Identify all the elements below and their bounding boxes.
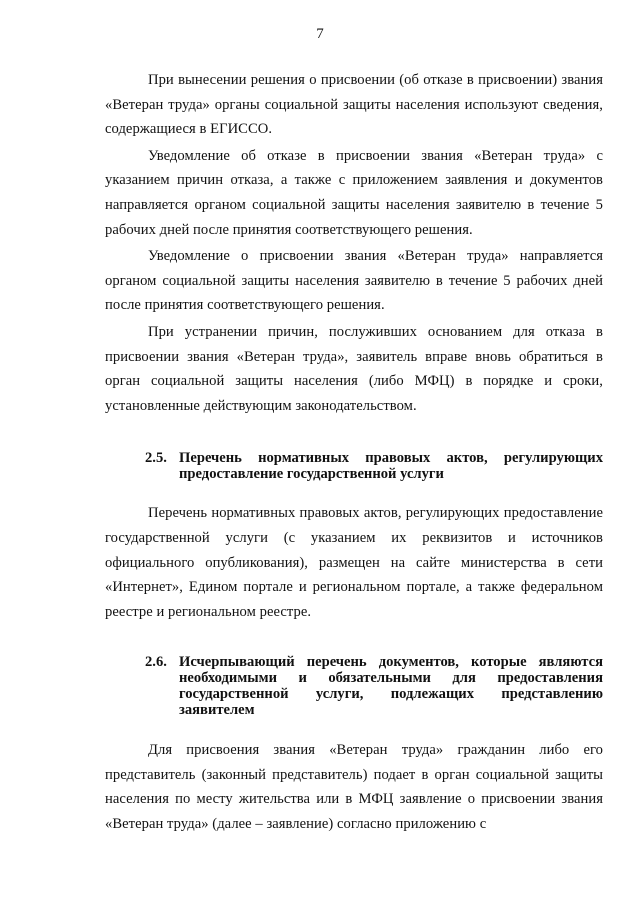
paragraph-legal-acts: Перечень нормативных правовых актов, регулирующих предоставление государственной услуги (с указанием их реквизитов и источников официального опубликования), размещен на сайте министерства в сети «Интернет», Едином портале и региональном портале, а также федеральном реестре и региональном реестре.	[105, 505, 603, 620]
paragraph-egisso: При вынесении решения о присвоении (об отказе в присвоении) звания «Ветеран труда» органы социальной защиты населения используют сведения, содержащиеся в ЕГИССО.	[105, 72, 603, 138]
page-content	[105, 68, 603, 837]
section-number: 2.5.	[145, 450, 167, 467]
paragraph-reapply: При устранении причин, послуживших основанием для отказа в присвоении звания «Ветеран труда», заявитель вправе вновь обратиться в орган социальной защиты населения (либо МФЦ) в порядке и сроки, установленные действующим законодательством.	[105, 323, 603, 414]
page-number: 7	[316, 26, 324, 42]
section-heading-2-5	[145, 450, 603, 482]
paragraph-award-notice: Уведомление о присвоении звания «Ветеран труда» направляется органом социальной защиты населения заявителю в течение 5 рабочих дней после принятия соответствующего решения.	[105, 248, 603, 314]
section-title: Перечень нормативных правовых актов, регулирующих предоставление государственной услуги	[179, 450, 603, 483]
paragraph-documents-list: Для присвоения звания «Ветеран труда» гражданин либо его представитель (законный представитель) подает в орган социальной защиты населения по месту жительства или в МФЦ заявление о присвоении звания «Ветеран труда» (далее – заявление) согласно приложению с	[105, 742, 603, 833]
section-title: Исчерпывающий перечень документов, которые являются необходимыми и обязательными для предоставления государственной услуги, подлежащих представлению заявителем	[179, 654, 603, 719]
paragraph-refusal-notice: Уведомление об отказе в присвоении звания «Ветеран труда» с указанием причин отказа, а также с приложением заявления и документов направляется органом социальной защиты населения заявителю в течение 5 рабочих дней после принятия соответствующего решения.	[105, 147, 603, 238]
section-number: 2.6.	[145, 654, 167, 671]
section-heading-2-6	[145, 654, 603, 718]
